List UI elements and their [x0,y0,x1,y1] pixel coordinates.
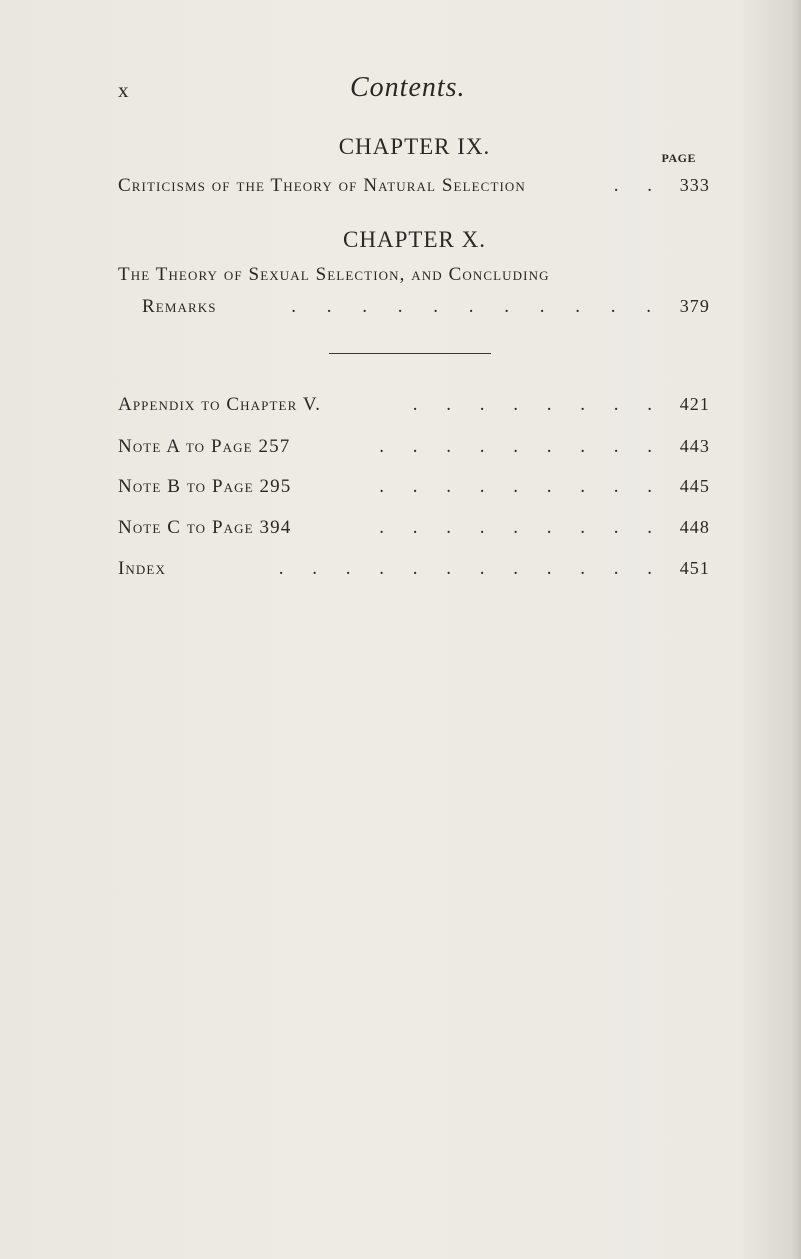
toc-entry-page: 451 [679,558,710,578]
toc-entry-title: Criticisms of the Theory of Natural Selection [118,175,526,196]
dot-leader: . . . . . . . . . . . [291,296,664,317]
toc-entry[interactable] [118,436,710,460]
dot-leader: . . [613,175,664,196]
toc-entry-page: 421 [679,394,710,414]
toc-entry-title: Note A to Page 257 [118,436,291,457]
dot-leader: . . . . . . . . . . . . [278,558,664,579]
dot-leader: . . . . . . . . [412,394,664,415]
toc-entry[interactable] [118,476,710,500]
page-title: Contents. [350,72,466,103]
toc-entry[interactable] [118,264,710,320]
toc-entry[interactable] [118,394,710,418]
page-folio: x [118,78,130,102]
toc-entry-page: 379 [679,296,710,316]
toc-entry-title: Note B to Page 295 [118,476,292,497]
toc-entry-title: Appendix to Chapter V. [118,394,322,415]
toc-entry-title: Index [118,558,166,579]
chapter-heading: CHAPTER IX. [338,134,491,159]
dot-leader: . . . . . . . . . [379,517,664,538]
toc-entry-page: 448 [679,517,710,537]
toc-entry-page: 445 [679,476,710,496]
dot-leader: . . . . . . . . . [379,476,664,497]
toc-entry-title: The Theory of Sexual Selection, and Concluding [118,264,550,285]
dot-leader: . . . . . . . . . [379,436,664,457]
toc-entry-title: Note C to Page 394 [118,517,292,538]
toc-entry[interactable] [118,517,710,541]
chapter-heading: CHAPTER X. [343,227,486,252]
section-divider [329,353,491,354]
running-head [118,72,718,104]
toc-entry[interactable] [118,175,710,199]
toc-entry-page: 333 [679,175,710,195]
toc-entry-page: 443 [679,436,710,456]
toc-entry-title-continued: Remarks [142,296,217,317]
page-column-label: PAGE [661,151,696,165]
toc-entry[interactable] [118,558,710,582]
